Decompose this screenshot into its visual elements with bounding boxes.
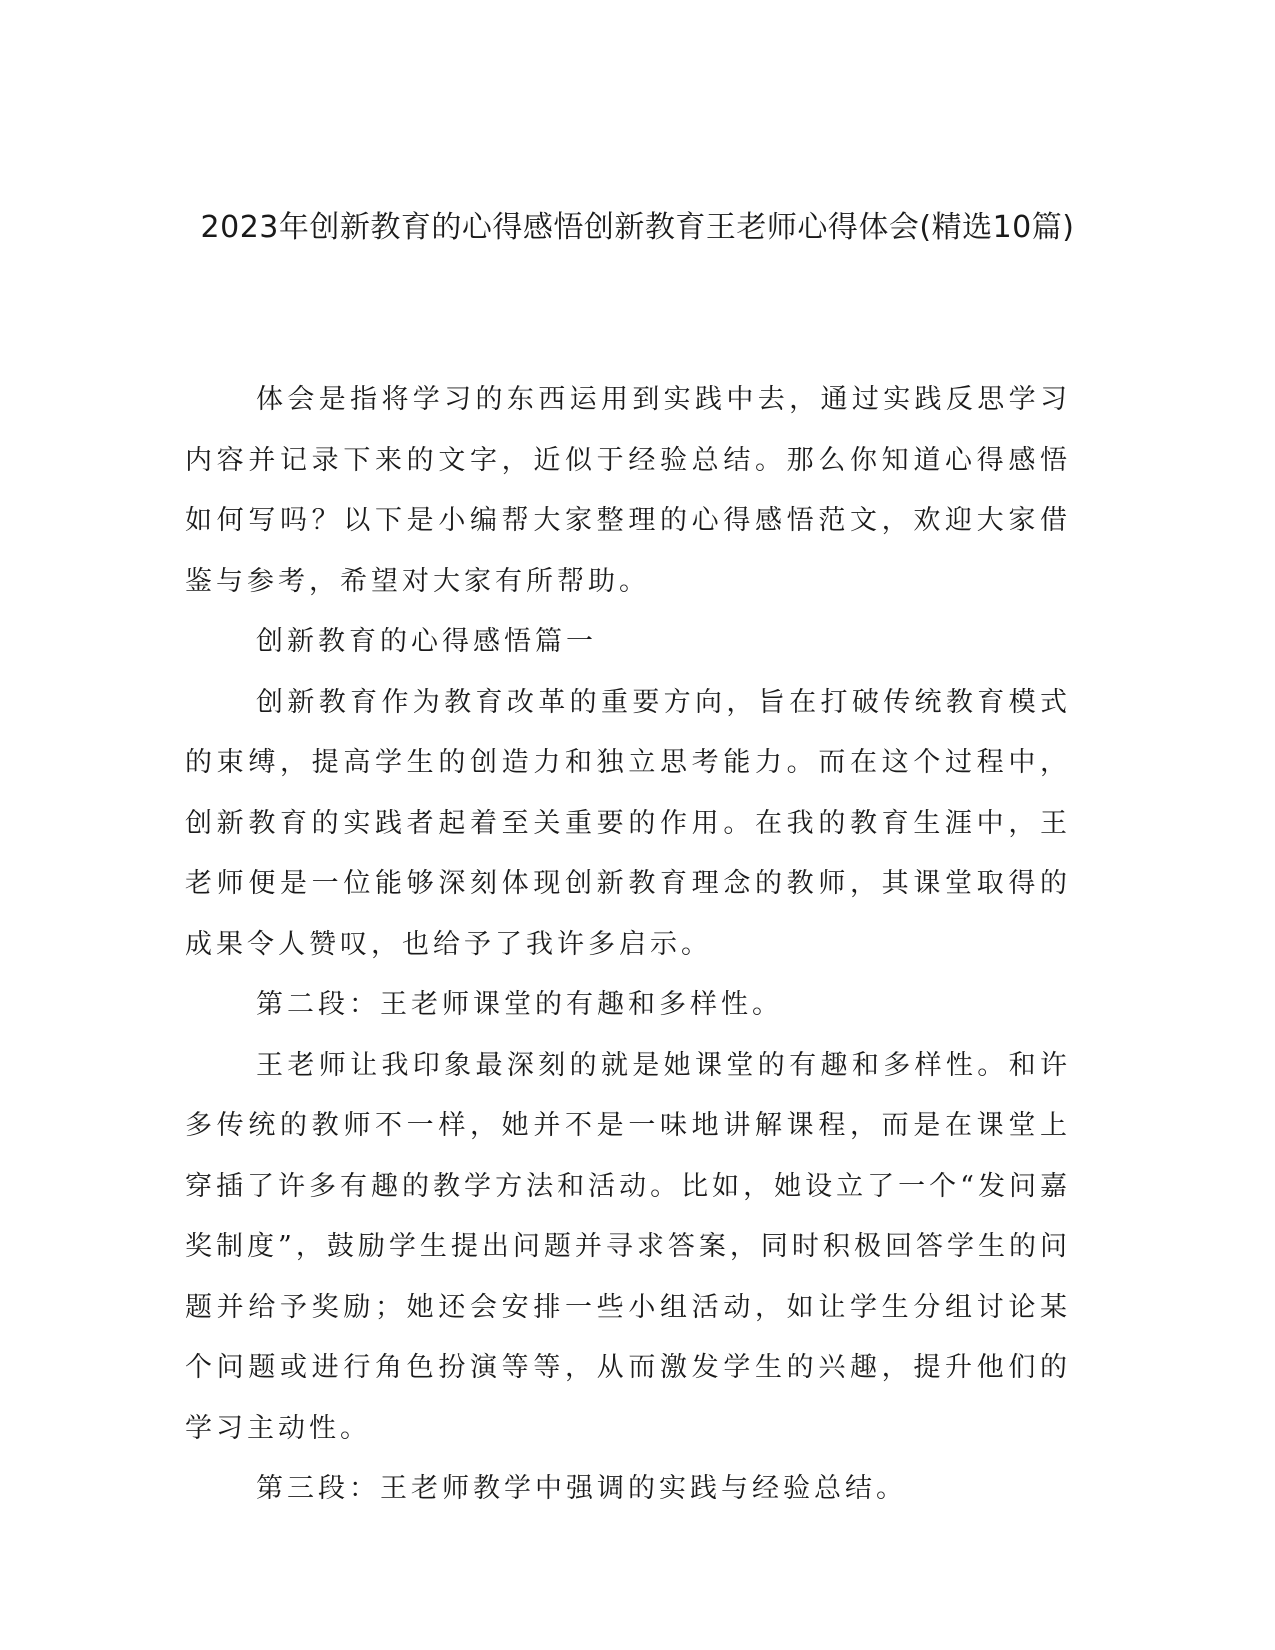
body-paragraph: 王老师让我印象最深刻的就是她课堂的有趣和多样性。和许多传统的教师不一样，她并不是一味地讲解课程，而是在课堂上穿插了许多有趣的教学方法和活动。比如，她设立了一个“发问嘉奖制度”，鼓励学生提出问题并寻求答案，同时积极回答学生的问题并给予奖励；她还会安排一些小组活动，如让学生分组讨论某个问题或进行角色扮演等等，从而激发学生的兴趣，提升他们的学习主动性。 <box>185 1049 1071 1444</box>
document-body <box>185 370 1071 1520</box>
section-heading-paragraph-two: 第二段：王老师课堂的有趣和多样性。 <box>256 989 783 1020</box>
section-heading-part-one: 创新教育的心得感悟篇一 <box>256 626 597 657</box>
intro-paragraph: 体会是指将学习的东西运用到实践中去，通过实践反思学习内容并记录下来的文字，近似于经验总结。那么你知道心得感悟如何写吗？以下是小编帮大家整理的心得感悟范文，欢迎大家借鉴与参考，希望对大家有所帮助。 <box>185 384 1071 597</box>
section-heading-paragraph-three: 第三段：王老师教学中强调的实践与经验总结。 <box>256 1473 907 1504</box>
body-paragraph: 创新教育作为教育改革的重要方向，旨在打破传统教育模式的束缚，提高学生的创造力和独立思考能力。而在这个过程中，创新教育的实践者起着至关重要的作用。在我的教育生涯中，王老师便是一位能够深刻体现创新教育理念的教师，其课堂取得的成果令人赞叹，也给予了我许多启示。 <box>185 686 1071 960</box>
document-title: 2023年创新教育的心得感悟创新教育王老师心得体会(精选10篇) <box>200 210 1075 245</box>
